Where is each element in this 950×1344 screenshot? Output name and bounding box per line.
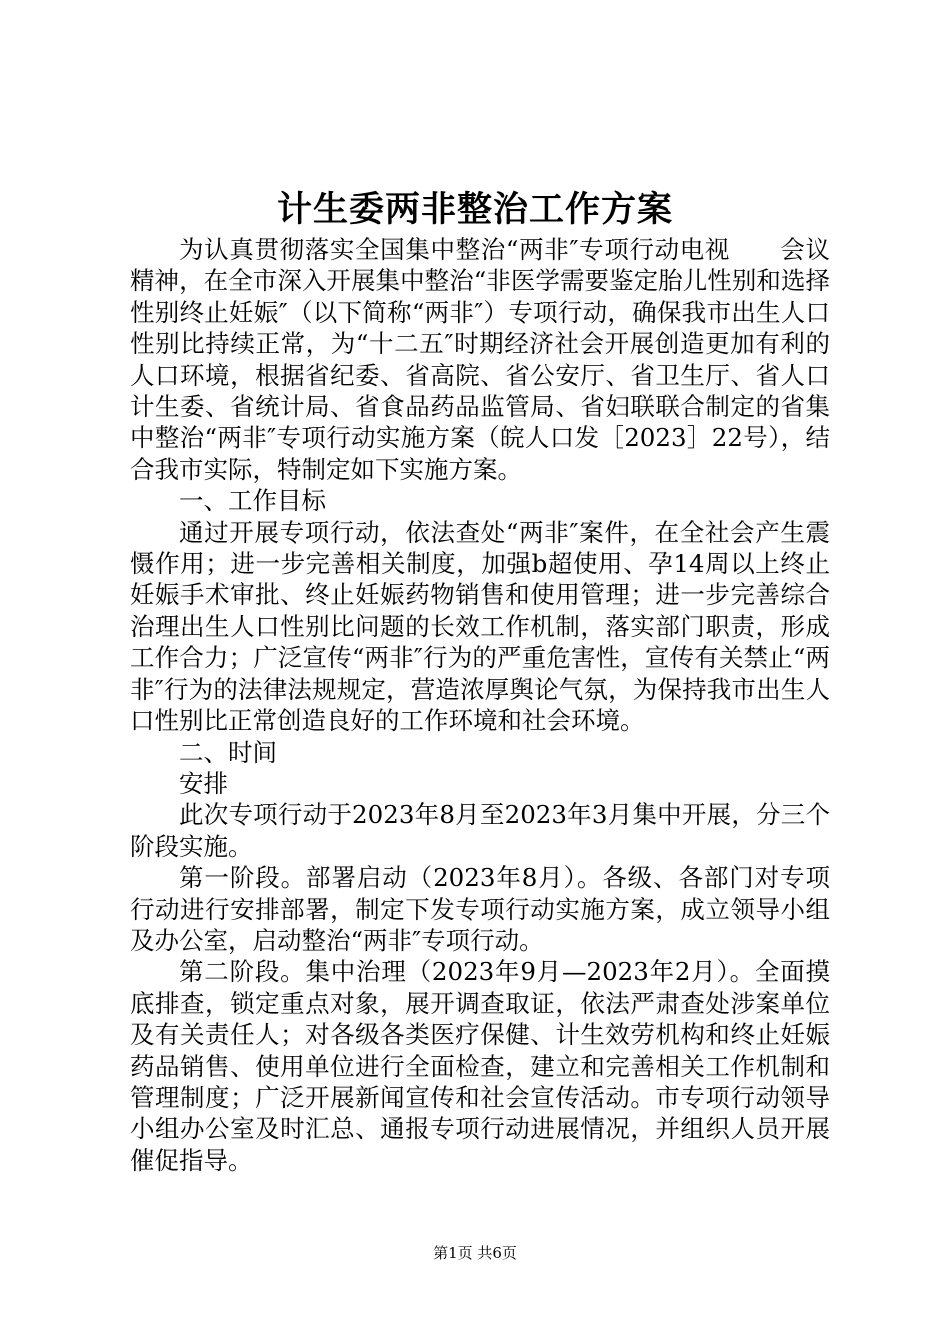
document-body — [130, 234, 830, 1176]
paragraph-goals: 通过开展专项行动，依法查处“两非″案件，在全社会产生震慑作用；进一步完善相关制度，加强b超使用、孕14周以上终止妊娠手术审批、终止妊娠药物销售和使用管理；进一步完善综合治理出生人口性别比问题的长效工作机制，落实部门职责，形成工作合力；广泛宣传“两非″行为的严重危害性，宣传有关禁止“两非″行为的法律法规规定，营造浓厚舆论气氛，为保持我市出生人口性别比正常创造良好的工作环境和社会环境。 — [130, 517, 830, 736]
paragraph-phase-one: 第一阶段。部署启动（2023年8月）。各级、各部门对专项行动进行安排部署，制定下发专项行动实施方案，成立领导小组及办公室，启动整治“两非″专项行动。 — [130, 863, 830, 955]
section-heading-arrangement: 安排 — [179, 768, 228, 798]
paragraph-phase-two: 第二阶段。集中治理（2023年9月—2023年2月）。全面摸底排查，锁定重点对象，展开调查取证，依法严肃查处涉案单位及有关责任人；对各级各类医疗保健、计生效劳机构和终止妊娠药品销售、使用单位进行全面检查，建立和完善相关工作机制和管理制度；广泛开展新闻宣传和社会宣传活动。市专项行动领导小组办公室及时汇总、通报专项行动进展情况，并组织人员开展催促指导。 — [130, 957, 830, 1175]
paragraph-schedule: 此次专项行动于2023年8月至2023年3月集中开展，分三个阶段实施。 — [130, 800, 830, 861]
document-title: 计生委两非整治工作方案 — [276, 189, 673, 230]
page-footer: 第1页 共6页 — [433, 1244, 517, 1262]
section-heading-time: 二、时间 — [179, 737, 277, 767]
paragraph-intro: 为认真贯彻落实全国集中整治“两非″专项行动电视 会议精神，在全市深入开展集中整治“非医学需要鉴定胎儿性别和选择性别终止妊娠″（以下简称“两非″）专项行动，确保我市出生人口性别比持续正常，为“十二五″时期经济社会开展创造更加有利的人口环境，根据省纪委、省高院、省公安厅、省卫生厅、省人口计生委、省统计局、省食品药品监管局、省妇联联合制定的省集中整治“两非″专项行动实施方案（皖人口发［2023］22号），结合我市实际，特制定如下实施方案。 — [130, 235, 830, 484]
section-heading-goals: 一、工作目标 — [179, 486, 326, 516]
